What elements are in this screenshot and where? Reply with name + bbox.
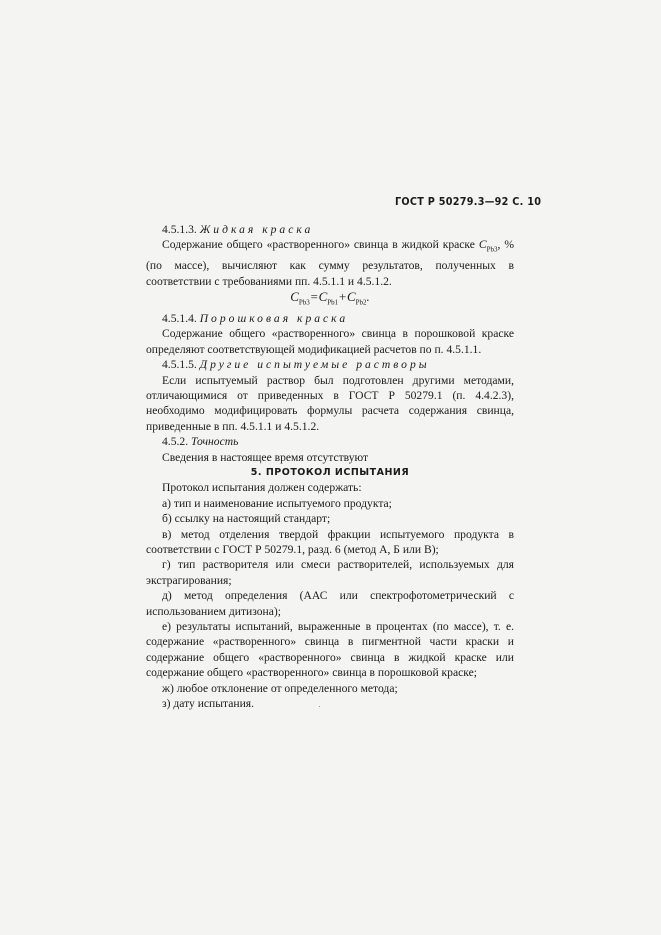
text-line: , % (по массе), вычисляют как сумму результатов, полученных (146, 238, 514, 273)
formula-op: = (309, 288, 319, 304)
formula-end: . (366, 288, 370, 304)
clause-number: 4.5.2. (162, 435, 189, 449)
clause-number: 4.5.1.5. (162, 358, 197, 372)
section-5-heading: 5. ПРОТОКОЛ ИСПЫТАНИЯ (250, 467, 410, 478)
document-body (146, 222, 514, 712)
formula-op: + (338, 288, 347, 304)
page-header: ГОСТ Р 50279.3—92 С. 10 (395, 196, 542, 208)
clause-4-5-1-5-heading (146, 357, 514, 372)
list-item: ж) любое отклонение от определенного метода; (162, 681, 398, 695)
clause-4-5-1-3-heading (146, 222, 514, 237)
formula-term: С (290, 288, 299, 304)
clause-number: 4.5.1.3. (162, 223, 197, 236)
clause-4-5-1-4-heading (146, 311, 514, 326)
formula-sub: Pb (355, 298, 364, 307)
clause-4-5-2-heading (146, 434, 514, 449)
clause-4-5-1-3-text (146, 237, 514, 289)
clause-title: Порошковая краска (199, 311, 349, 325)
clause-4-5-2-text: Сведения в настоящее время отсутствуют (162, 450, 369, 464)
list-item: б) ссылку на настоящий стандарт; (162, 512, 331, 526)
list-item: е) результаты испытаний, выраженные в процентах (по массе), т. е. содержание «растворенного» свинца в пигментной части краски и содержание общего «растворенного» свинца в жидкой краске или содержание общего «растворенного» свинца в порошковой краске; (146, 620, 514, 680)
formula-index: 3 (306, 298, 310, 307)
clause-4-5-1-5-text: Если испытуемый раствор был подготовлен другими методами, отличающимися от приведенных в ГОСТ Р 50279.1 (п. 4.4.2.3), необходимо модифицировать формулы расчета содержания свинца, приведенные в пп. 4.5.1.1 и 4.5.1.2. (146, 373, 514, 433)
list-item: г) тип растворителя или смеси растворителей, используемых для экстрагирования; (146, 558, 514, 587)
formula-index: 1 (334, 298, 339, 307)
clause-4-5-1-4-text: Содержание общего «растворенного» свинца в порошковой краске определяют соответствующей модификацией расчетов по п. 4.5.1.1. (146, 327, 514, 356)
formula-term: С (318, 288, 328, 304)
clause-number: 4.5.1.4. (162, 311, 197, 325)
list-item: в) метод отделения твердой фракции испытуемого продукта в соответствии с ГОСТ Р 50279.1, разд. 6 (метод А, Б или В); (146, 527, 514, 557)
list-item: д) метод определения (ААС или спектрофотометрический с использованием дитизона); (146, 589, 514, 618)
clause-title: Жидкая краска (199, 223, 314, 236)
text-line: Содержание общего «растворенного» свинца в жидкой краске (162, 238, 475, 252)
scan-speck (319, 706, 320, 707)
clause-title: Другие испытуемые растворы (199, 358, 430, 372)
list-item: з) дату испытания. (162, 697, 255, 711)
formula-sub: Pb (298, 298, 307, 307)
formula-index: 2 (363, 298, 367, 307)
formula (146, 289, 514, 311)
symbol-c: С (478, 238, 487, 252)
section-5-intro: Протокол испытания должен содержать: (162, 481, 362, 495)
clause-title: Точность (191, 435, 239, 449)
formula-term: С (346, 288, 356, 304)
list-item: а) тип и наименование испытуемого продукта; (162, 496, 392, 510)
symbol-index: 3 (494, 245, 498, 254)
symbol-sub: Pb (486, 245, 495, 254)
text-line: в соответствии с требованиями пп. 4.5.1.1 и 4.5.1.2. (146, 259, 514, 288)
formula-sub: Pb (327, 298, 335, 307)
